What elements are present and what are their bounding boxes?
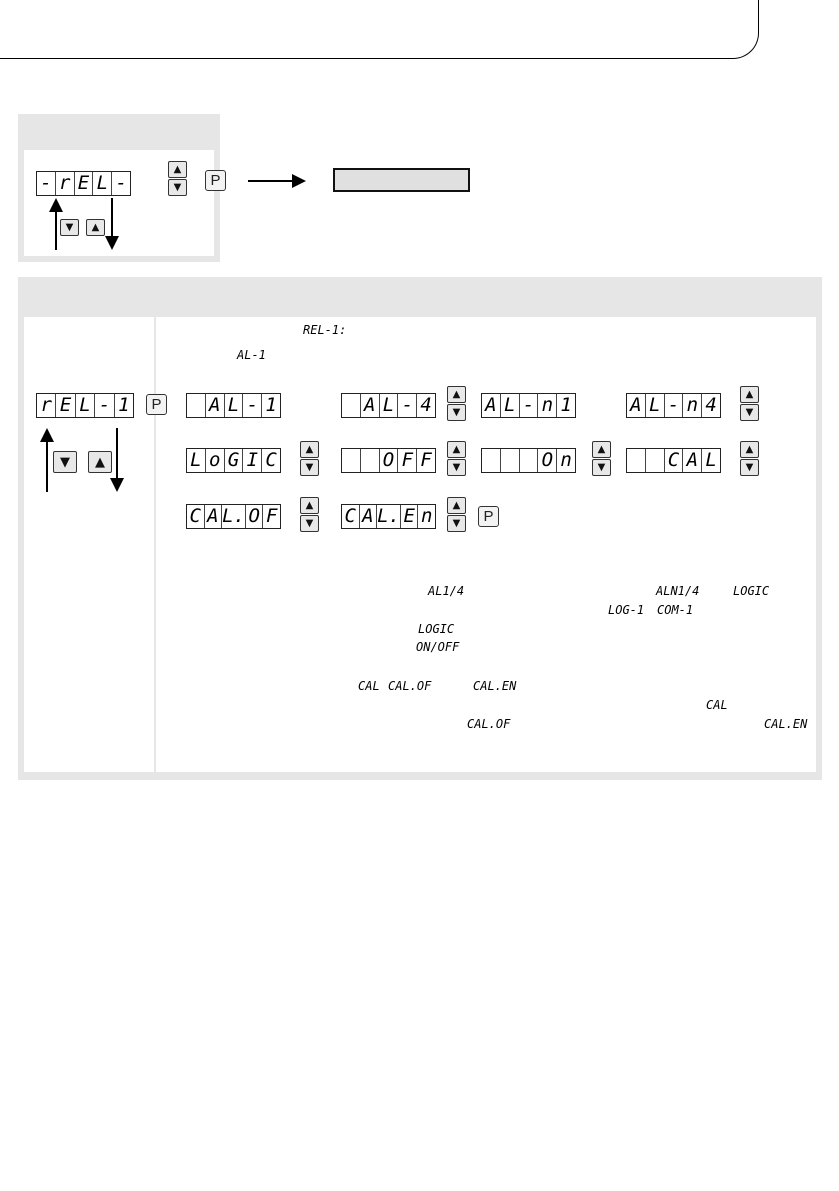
page-header-rule [0, 0, 759, 59]
relay-left-column [24, 317, 154, 772]
lcd-digit: 1 [261, 394, 280, 417]
heading-token: REL-1: [303, 323, 347, 337]
lcd-digit: A [204, 505, 222, 528]
down-key-icon[interactable]: ▼ [60, 219, 79, 236]
lcd-digit: A [205, 394, 224, 417]
down-key-icon[interactable]: ▼ [447, 404, 466, 421]
note-token: CAL [706, 698, 728, 712]
display-al-n4 [626, 393, 721, 418]
lcd-digit: r [40, 394, 52, 416]
p-key-button[interactable]: P [205, 170, 226, 191]
lcd-digit [360, 449, 379, 472]
note-token: ALN1/4 [656, 584, 700, 598]
display-cal [626, 448, 721, 473]
display-cal-of [186, 504, 281, 529]
down-key-icon[interactable]: ▼ [447, 515, 466, 532]
lcd-digit: O [245, 505, 263, 528]
lcd-digit [645, 449, 664, 472]
lcd-digit: C [189, 505, 201, 527]
updown-keys [300, 497, 319, 531]
lcd-digit: - [664, 394, 683, 417]
lcd-digit: C [664, 449, 683, 472]
note-token: CAL.EN [473, 679, 517, 693]
lcd-digit: E [74, 172, 93, 195]
lcd-digit: A [682, 449, 701, 472]
lcd-digit: L [500, 394, 519, 417]
lcd-digit: - [94, 394, 113, 417]
lcd-digit: - [40, 172, 52, 194]
updown-keys [592, 441, 611, 475]
lcd-digit: r [55, 172, 74, 195]
up-arrow-icon [48, 198, 64, 252]
lcd-digit: 1 [556, 394, 575, 417]
menu-updown-keys [168, 161, 187, 195]
up-key-icon[interactable]: ▲ [300, 497, 319, 514]
lcd-digit: A [359, 505, 377, 528]
lcd-digit: n [556, 449, 575, 472]
lcd-digit: G [224, 449, 243, 472]
lcd-digit: 4 [701, 394, 720, 417]
lcd-digit: C [261, 449, 280, 472]
note-token: ON/OFF [416, 640, 460, 654]
up-key-icon[interactable]: ▲ [592, 441, 611, 458]
lcd-digit: A [485, 394, 497, 416]
down-key-icon[interactable]: ▼ [300, 515, 319, 532]
menu-display-rel [36, 171, 131, 196]
lcd-digit: L. [222, 505, 245, 527]
lcd-digit: O [379, 449, 398, 472]
lcd-digit: - [519, 394, 538, 417]
note-token: COM-1 [657, 603, 694, 617]
lcd-digit: n [417, 505, 435, 528]
p-key-button[interactable]: P [146, 394, 167, 415]
lcd-digit: o [205, 449, 224, 472]
lcd-digit: L [645, 394, 664, 417]
updown-keys [740, 441, 759, 475]
updown-keys [740, 386, 759, 420]
down-key-icon[interactable]: ▼ [53, 451, 77, 473]
down-key-icon[interactable]: ▼ [740, 404, 759, 421]
lcd-digit [482, 449, 500, 472]
lcd-digit: I [242, 449, 261, 472]
lcd-digit: A [360, 394, 379, 417]
updown-keys [447, 497, 466, 531]
lcd-digit [187, 394, 205, 417]
lcd-digit: E [55, 394, 74, 417]
up-key-icon[interactable]: ▲ [88, 451, 112, 473]
down-key-icon[interactable]: ▼ [447, 459, 466, 476]
lcd-digit [342, 394, 360, 417]
lcd-digit: - [242, 394, 261, 417]
sub-token: AL-1 [237, 348, 266, 362]
up-arrow-icon [39, 428, 55, 494]
lcd-digit: L [190, 449, 202, 471]
lcd-digit: L [224, 394, 243, 417]
lcd-digit: - [397, 394, 416, 417]
up-key-icon[interactable]: ▲ [740, 386, 759, 403]
lcd-digit [500, 449, 519, 472]
lcd-digit: F [416, 449, 435, 472]
note-token: LOGIC [418, 622, 455, 636]
lcd-digit: L [701, 449, 720, 472]
lcd-digit: 4 [416, 394, 435, 417]
display-al-4 [341, 393, 436, 418]
down-key-icon[interactable]: ▼ [740, 459, 759, 476]
display-off [341, 448, 436, 473]
display-al-1 [186, 393, 281, 418]
p-key-button[interactable]: P [478, 506, 499, 527]
lcd-digit: L. [377, 505, 400, 527]
lcd-digit: - [111, 172, 130, 195]
note-token: CAL.OF [388, 679, 432, 693]
note-token: CAL [358, 679, 380, 693]
lcd-digit: L [379, 394, 398, 417]
updown-keys [447, 441, 466, 475]
display-cal-en [341, 504, 436, 529]
next-menu-box [333, 168, 470, 192]
up-key-icon[interactable]: ▲ [447, 441, 466, 458]
display-on [481, 448, 576, 473]
down-arrow-icon [104, 198, 120, 252]
lcd-digit: E [400, 505, 418, 528]
lcd-digit: n [682, 394, 701, 417]
note-token: CAL.EN [764, 717, 808, 731]
down-key-icon[interactable]: ▼ [300, 459, 319, 476]
up-key-icon[interactable]: ▲ [86, 219, 105, 236]
up-key-icon[interactable]: ▲ [300, 441, 319, 458]
lcd-digit [627, 449, 645, 472]
lcd-digit: C [344, 505, 356, 527]
up-key-icon[interactable]: ▲ [447, 497, 466, 514]
lcd-digit: O [537, 449, 556, 472]
up-key-icon[interactable]: ▲ [168, 161, 187, 178]
up-key-icon[interactable]: ▲ [740, 441, 759, 458]
note-token: LOGIC [733, 584, 770, 598]
note-token: LOG-1 [608, 603, 645, 617]
updown-keys [300, 441, 319, 475]
lcd-digit: L [92, 172, 111, 195]
lcd-digit: F [262, 505, 280, 528]
up-key-icon[interactable]: ▲ [447, 386, 466, 403]
lcd-digit: n [537, 394, 556, 417]
lcd-digit: A [630, 394, 642, 416]
lcd-digit: 1 [114, 394, 133, 417]
display-logic [186, 448, 281, 473]
note-token: AL1/4 [428, 584, 465, 598]
display-al-n1 [481, 393, 576, 418]
relay-entry-display [36, 393, 134, 418]
lcd-digit [519, 449, 538, 472]
lcd-digit [342, 449, 360, 472]
note-token: CAL.OF [467, 717, 511, 731]
down-key-icon[interactable]: ▼ [592, 459, 611, 476]
down-arrow-icon [109, 428, 125, 494]
updown-keys [447, 386, 466, 420]
down-key-icon[interactable]: ▼ [168, 179, 187, 196]
lcd-digit: L [75, 394, 94, 417]
right-arrow-icon [248, 174, 308, 188]
lcd-digit: F [397, 449, 416, 472]
